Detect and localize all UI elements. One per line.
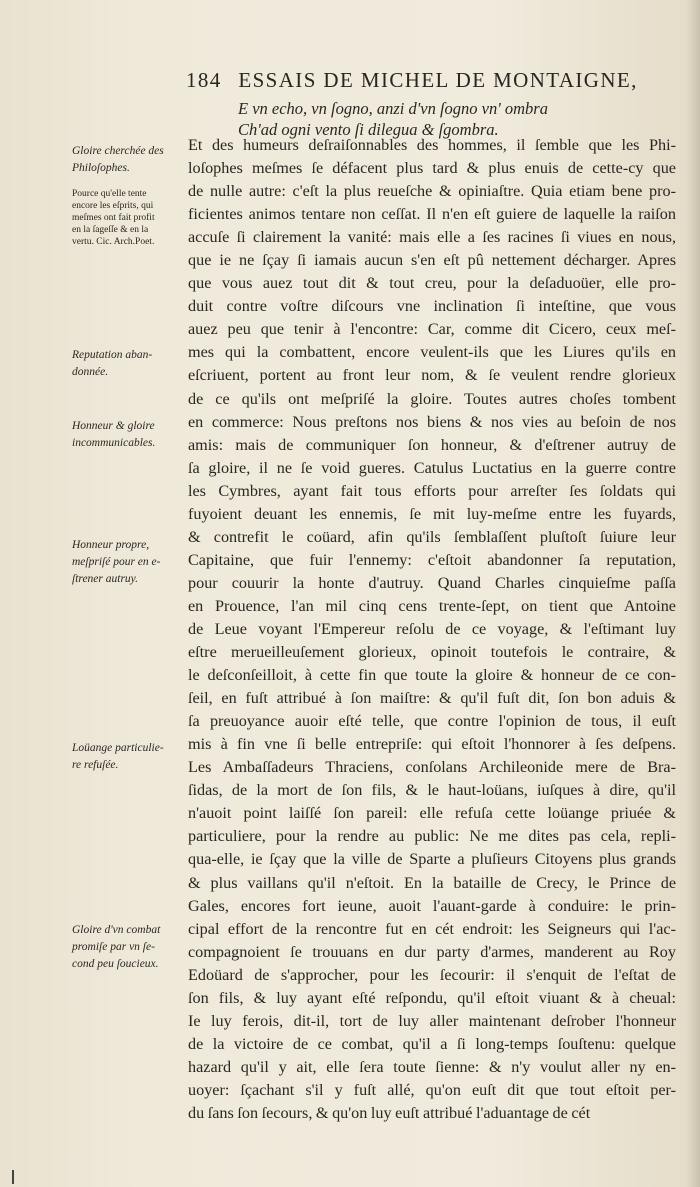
margin-note-line: incommunicables.: [72, 437, 156, 449]
text-line: auez peu que tenir à l'encontre: Car, comme dit Cicero, ceux meſ-: [188, 320, 676, 339]
text-line: qua-elle, ie ſçay que la ville de Sparte a pluſieurs Citoyens plus grands: [188, 850, 676, 869]
text-line: uoyer: ſçachant s'il y fuſt allé, qu'on euſt dit que tout eſtoit per-: [188, 1080, 676, 1099]
text-line: de ce qu'ils ont meſpriſé la gloire. Toutes autres choſes tombent: [188, 389, 676, 408]
margin-note: [72, 188, 184, 248]
text-line: que vous auez tout dit & tout creu, pour la deſaduoüer, elle pro-: [188, 274, 676, 293]
margin-note: [72, 740, 184, 774]
text-line: eſtre merueilleuſement glorieux, opinoit toutefois le contraire, &: [188, 643, 676, 662]
margin-note: [72, 922, 184, 973]
margin-note-line: encore les eſprits, qui: [72, 201, 154, 211]
text-line: particuliere, pour la rendre au public: Ne me dites pas cela, repli-: [188, 827, 676, 846]
margin-note-line: vertu. Cic. Arch.Poet.: [72, 237, 155, 247]
margin-note: [72, 537, 184, 588]
text-line: eſcriuent, portent au front leur nom, & ſe veulent rendre glorieux: [188, 366, 676, 385]
margin-note-line: Gloire d'vn combat: [72, 924, 161, 936]
page-edge-shadow: [686, 0, 700, 1187]
text-line: que ie ne ſçay ſi iamais aucun s'en eſt pû nettement décharger. Apres: [188, 251, 676, 270]
margin-note-line: re refuſée.: [72, 759, 119, 771]
margin-note-line: promiſe par vn ſe-: [72, 941, 155, 953]
margin-note-line: Philoſophes.: [72, 162, 130, 174]
text-line: accuſe ſi clairement la vanité: mais elle a ſes racines ſi viues en nous,: [188, 228, 676, 247]
text-line: Capitaine, que fuir l'ennemy: c'eſtoit abandonner ſa reputation,: [188, 550, 676, 569]
text-line: cipal effort de la rencontre fut en cét endroit: les Seigneurs qui l'ac-: [188, 919, 676, 938]
text-line: Et des humeurs deſraiſonnables des hommes, il ſemble que les Phi-: [188, 136, 676, 154]
text-line: & plus vaillans qu'il n'eſtoit. En la bataille de Crecy, le Prince de: [188, 873, 676, 892]
text-line: de nulle autre: c'eſt la plus reueſche & opiniaſtre. Quia etiam bene pro-: [188, 182, 676, 201]
verse-line: E vn echo, vn ſogno, anzi d'vn ſogno vn' ombra: [238, 99, 548, 118]
text-line: mes qui la combattent, encore veulent-ils que les Liures qu'ils en: [188, 343, 676, 362]
text-line: de la victoire de ce combat, qu'il a ſi long-temps ſouſtenu: quelque: [188, 1034, 676, 1053]
text-line: du ſans ſon ſecours, & qu'on luy euſt attribué l'aduantage de cét: [188, 1103, 591, 1122]
text-line: le deſconſeilloit, à cette fin que toute la gloire & honneur de ce con-: [188, 666, 676, 685]
text-line: ſidas, de la mort de ſon fils, & le haut-loüans, iuſques à dire, qu'il: [188, 781, 676, 800]
text-line: & contrefit le coüard, afin qu'ils ſemblaſſent pluſtoſt ſuiure leur: [188, 527, 676, 546]
margin-note-line: Honneur propre,: [72, 539, 150, 551]
text-line: compagnoient ſe trouuans en dur party d'armes, manderent au Roy: [188, 942, 676, 961]
text-line: ſa preuoyance auoir eſté telle, que contre l'opinion de tous, il euſt: [188, 712, 676, 731]
text-line: mis à fin vne ſi belle entrepriſe: qui eſtoit l'honnorer à ſes deſpens.: [188, 735, 676, 754]
text-line: duit contre voſtre diſcours vne inclination ſi inteſtine, que vous: [188, 297, 676, 316]
margin-note-line: Pource qu'elle tente: [72, 189, 147, 199]
text-line: en commerce: Nous preſtons nos biens & nos vies au beſoin de nos: [188, 412, 676, 431]
main-text-column: [188, 134, 676, 1125]
text-line: Les Ambaſſadeurs Thraciens, conſolans Archileonide mere de Bra-: [188, 758, 676, 777]
page-edge-mark: [12, 1170, 14, 1184]
margin-note-line: Loüange particulie-: [72, 742, 164, 754]
text-line: les Cymbres, ayant fait tous efforts pour arreſter ſes ſoldats qui: [188, 481, 676, 500]
text-line: ſon fils, & luy ayant eſté reſpondu, qu'il eſtoit viuant & à cheual:: [188, 988, 676, 1007]
text-line: de Leue voyant l'Empereur reſolu de ce voyage, & l'eſtimant luy: [188, 619, 676, 638]
running-title: ESSAIS DE MICHEL DE MONTAIGNE,: [238, 68, 638, 92]
text-line: Gales, encores fort ieune, auoit l'auant-garde à conduire: le prin-: [188, 896, 676, 915]
margin-note-line: en la ſageſſe & en la: [72, 225, 149, 235]
margin-note-line: Honneur & gloire: [72, 420, 155, 432]
margin-note: [72, 418, 184, 452]
margin-note-line: meſmes ont fait profit: [72, 213, 155, 223]
text-line: pour couurir la honte d'autruy. Quand Charles cinquieſme paſſa: [188, 573, 676, 592]
verse-line: Ch'ad ogni vento ſi dilegua & ſgombra.: [238, 120, 499, 139]
margin-note: [72, 347, 184, 381]
margin-note-line: ſtrener autruy.: [72, 573, 139, 585]
text-line: n'auoit point laiſſé ſon pareil: elle refuſa cette loüange priuée &: [188, 804, 676, 823]
page-number: 184: [186, 68, 222, 92]
text-line: fuyoient deuant les ennemis, ſe mit luy-meſme entre les fuyards,: [188, 504, 676, 523]
text-line: Ie luy ferois, dit-il, tort de luy aller maintenant deſrober l'honneur: [188, 1011, 676, 1030]
text-line: amis: mais de communiquer ſon honneur, & d'eſtrener autruy de: [188, 435, 676, 454]
text-line: ſa gloire, il ne ſe void gueres. Catulus Luctatius en la guerre contre: [188, 458, 676, 477]
text-line: Edoüard de s'approcher, pour les ſecourir: il s'enquit de l'eſtat de: [188, 965, 676, 984]
text-line: ficientes animos tentare non ceſſat. Il n'en eſt guiere de laquelle la raiſon: [188, 205, 676, 224]
margin-note-line: Gloire cherchée des: [72, 145, 164, 157]
running-header: [186, 68, 676, 94]
margin-note: [72, 143, 184, 177]
text-line: en Prouence, l'an mil cinq cens trente-ſept, on tient que Antoine: [188, 596, 676, 615]
margin-note-line: donnée.: [72, 366, 109, 378]
margin-note-line: Reputation aban-: [72, 349, 153, 361]
text-line: hazard qu'il y ait, elle ſera toute ſienne: & n'y voulut aller ny en-: [188, 1057, 676, 1076]
margin-note-line: cond peu ſoucieux.: [72, 958, 159, 970]
margin-note-line: meſpriſé pour en e-: [72, 556, 161, 568]
text-line: loſophes meſmes ſe défacent plus tard & plus enuis de cette-cy que: [188, 159, 676, 178]
text-line: ſeil, en fuſt attribué à ſon maiſtre: & qu'il fuſt dit, ſon bon aduis &: [188, 689, 676, 708]
